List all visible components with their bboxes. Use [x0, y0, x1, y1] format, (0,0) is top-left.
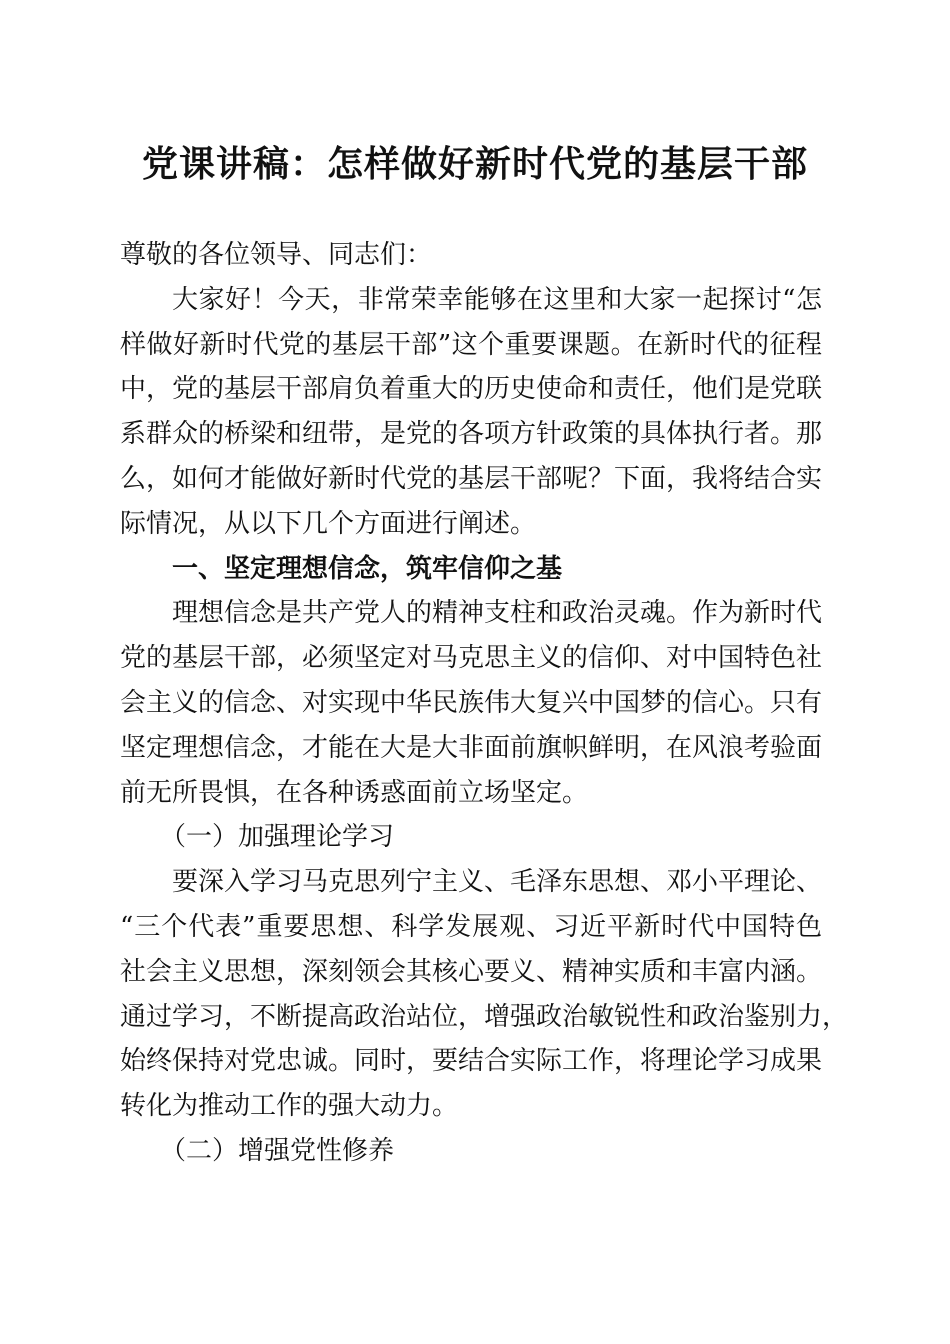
- document-title: 党课讲稿：怎样做好新时代党的基层干部: [141, 143, 808, 185]
- document-body: [120, 233, 849, 1174]
- text-line: 通过学习，不断提高政治站位，增强政治敏锐性和政治鉴别力，: [120, 1001, 849, 1032]
- subsection-heading: （二）增强党性修养: [160, 1135, 395, 1166]
- section1-paragraph: [120, 591, 822, 815]
- text-line: 坚定理想信念，才能在大是大非面前旗帜鲜明，在风浪考验面: [120, 732, 823, 763]
- section-heading: 一、坚定理想信念，筑牢信仰之基: [172, 553, 563, 584]
- text-line: 际情况，从以下几个方面进行阐述。: [120, 508, 537, 539]
- intro-paragraph: [120, 278, 822, 547]
- subsection-heading: （一）加强理论学习: [160, 822, 395, 853]
- subsection1-paragraph: [120, 860, 849, 1129]
- text-line: 会主义的信念、对实现中华民族伟大复兴中国梦的信心。只有: [120, 687, 823, 718]
- text-line: 么，如何才能做好新时代党的基层干部呢？下面，我将结合实: [120, 463, 823, 494]
- text-line: 前无所畏惧，在各种诱惑面前立场坚定。: [120, 777, 589, 808]
- greeting: 尊敬的各位领导、同志们：: [120, 240, 433, 270]
- text-line: 党的基层干部，必须坚定对马克思主义的信仰、对中国特色社: [120, 643, 823, 674]
- text-line: 样做好新时代党的基层干部”这个重要课题。在新时代的征程: [120, 329, 822, 360]
- text-line: 要深入学习马克思列宁主义、毛泽东思想、邓小平理论、: [172, 867, 823, 898]
- text-line: 始终保持对党忠诚。同时，要结合实际工作，将理论学习成果: [120, 1046, 823, 1077]
- text-line: 系群众的桥梁和纽带，是党的各项方针政策的具体执行者。那: [120, 419, 823, 450]
- text-line: “三个代表”重要思想、科学发展观、习近平新时代中国特色: [120, 911, 822, 942]
- text-line: 中，党的基层干部肩负着重大的历史使命和责任，他们是党联: [120, 374, 823, 405]
- text-line: 社会主义思想，深刻领会其核心要义、精神实质和丰富内涵。: [120, 956, 823, 987]
- text-line: 转化为推动工作的强大动力。: [120, 1091, 459, 1122]
- text-line: 理想信念是共产党人的精神支柱和政治灵魂。作为新时代: [172, 598, 823, 629]
- text-line: 大家好！今天，非常荣幸能够在这里和大家一起探讨“怎: [172, 284, 822, 315]
